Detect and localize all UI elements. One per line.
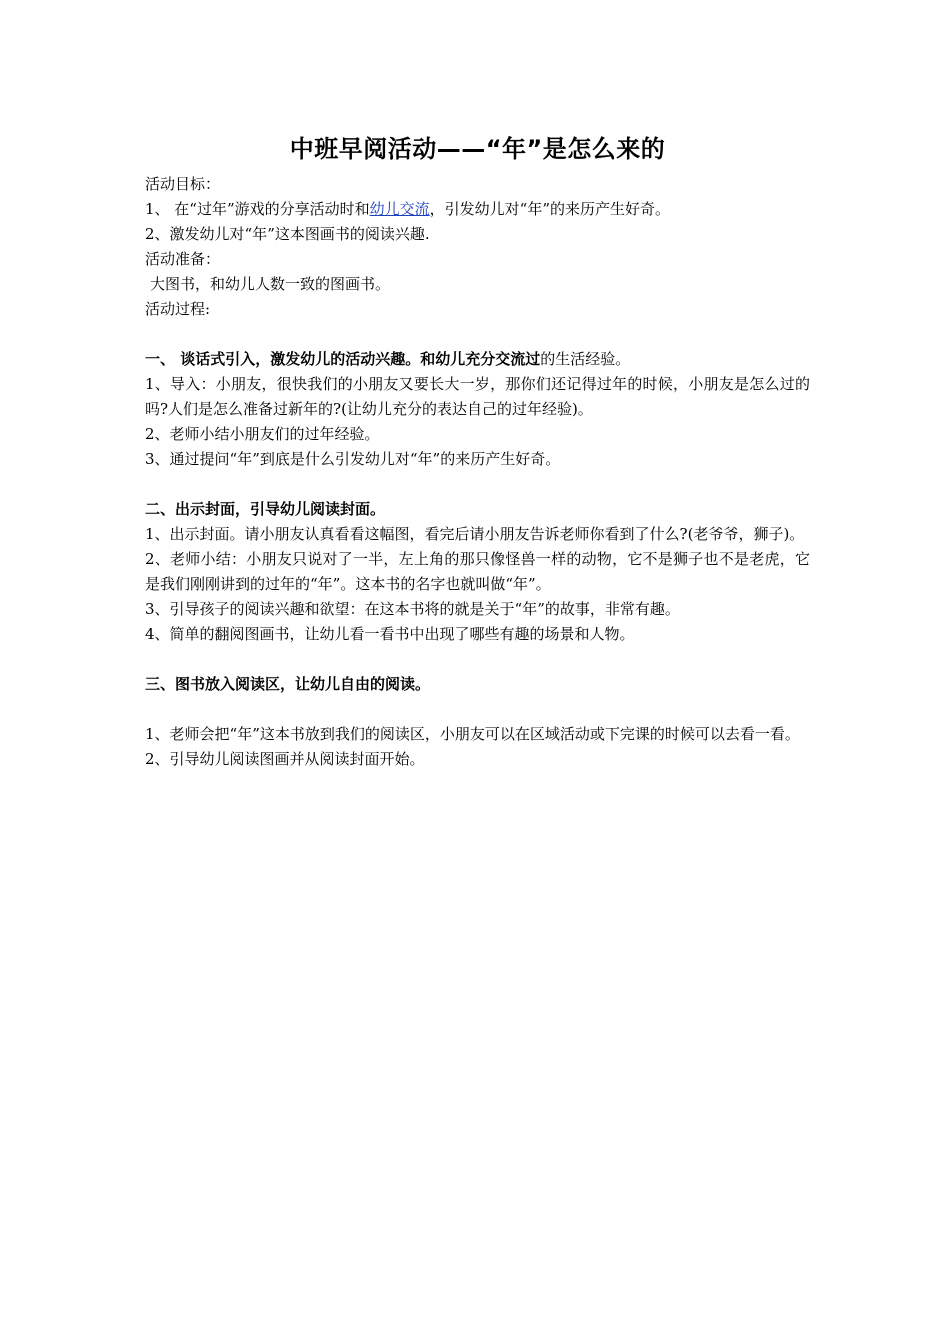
process-heading: 活动过程: [145,300,211,318]
goal1-prefix: 1、 在“过年”游戏的分享活动时和 [145,200,370,218]
goal1-suffix: ，引发幼儿对“年”的来历产生好奇。 [429,200,671,218]
goals-heading: 活动目标： [145,175,221,193]
goal-item-2: 2、激发幼儿对“年”这本图画书的阅读兴趣. [145,225,430,243]
section2-item: 4、简单的翻阅图画书，让幼儿看一看书中出现了哪些有趣的场景和人物。 [145,625,635,643]
section1-item: 3、通过提问“年”到底是什么引发幼儿对“年”的来历产生好奇。 [145,450,561,468]
prep-text: 大图书，和幼儿人数一致的图画书。 [150,275,391,293]
goal1-link[interactable]: 幼儿交流 [369,200,430,218]
prep-heading: 活动准备： [145,250,221,268]
section1-heading [145,347,810,372]
spacer [145,472,810,497]
spacer [145,647,810,672]
section3-item: 1、老师会把“年”这本书放到我们的阅读区，小朋友可以在区域活动或下完课的时候可以去看一看。 [145,725,800,743]
section1-item: 1、导入：小朋友，很快我们的小朋友又要长大一岁，那你们还记得过年的时候，小朋友是怎么过的吗?人们是怎么准备过新年的?(让幼儿充分的表达自己的过年经验)。 [145,375,810,418]
section2-heading: 二、出示封面，引导幼儿阅读封面。 [145,500,386,518]
section2-item: 3、引导孩子的阅读兴趣和欲望：在这本书将的就是关于“年”的故事，非常有趣。 [145,600,680,618]
document-page [145,130,810,772]
spacer [145,697,810,722]
spacer [145,322,810,347]
section1-item: 2、老师小结小朋友们的过年经验。 [145,425,380,443]
section1-heading-bold: 一、 谈话式引入，激发幼儿的活动兴趣。和幼儿充分交流过 [145,350,541,368]
section3-heading: 三、图书放入阅读区，让幼儿自由的阅读。 [145,675,431,693]
section1-heading-rest: 的生活经验。 [540,350,631,368]
document-title: 中班早阅活动——“年”是怎么来的 [289,135,666,163]
section3-item: 2、引导幼儿阅读图画并从阅读封面开始。 [145,750,425,768]
goal-item-1 [145,197,810,222]
section2-item: 2、老师小结：小朋友只说对了一半，左上角的那只像怪兽一样的动物，它不是狮子也不是老虎，它是我们刚刚讲到的过年的“年”。这本书的名字也就叫做“年”。 [145,550,810,593]
section2-item: 1、出示封面。请小朋友认真看看这幅图，看完后请小朋友告诉老师你看到了什么?(老爷爷，狮子)。 [145,525,805,543]
